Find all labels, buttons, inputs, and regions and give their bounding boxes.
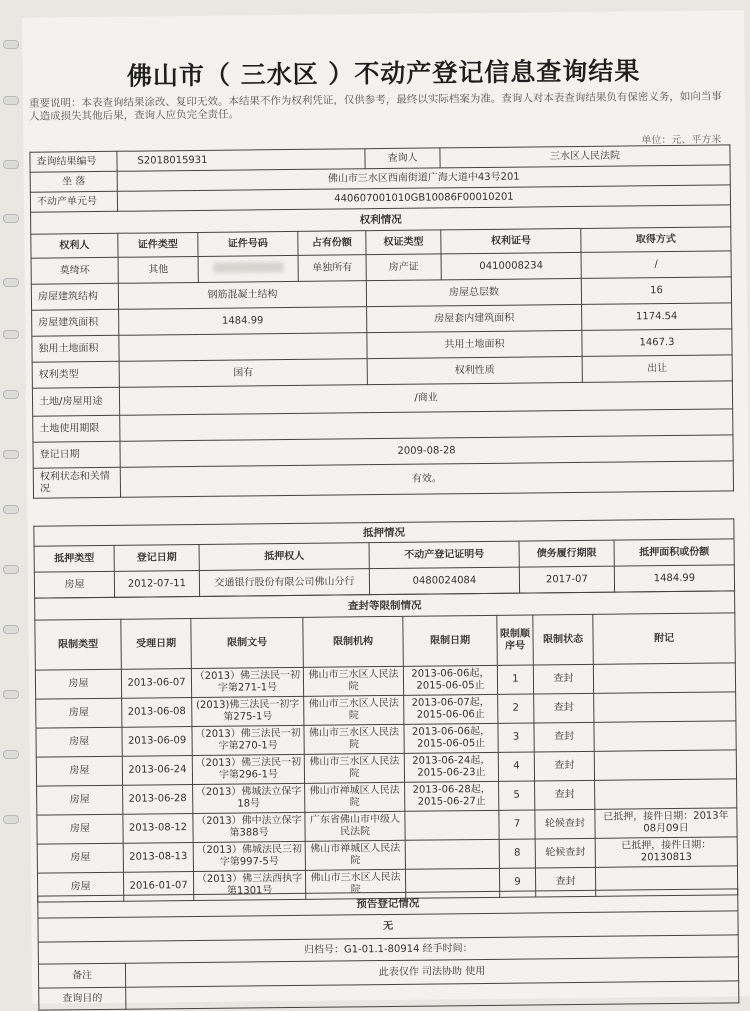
seizure-org: 佛山市三水区人民法院 [304,695,404,725]
mortgage-cert: 0480024084 [369,567,519,595]
seizure-doc: （2013）佛三法民一初字第270-1号 [192,725,304,755]
rights-id-type: 其他 [118,256,198,283]
seizure-type: 房屋 [36,756,122,786]
rights-section-title: 权利情况 [31,205,731,234]
seizure-status: 查封 [534,751,594,781]
seizure-type: 房屋 [36,727,122,757]
seizure-org: 佛山市三水区人民法院 [305,869,405,899]
seizure-doc: （2013）佛城法立保字18号 [193,783,305,813]
seizure-note [593,663,735,693]
rights-col-id-type: 证件类型 [118,232,198,257]
seizure-org: 佛山市禅城区人民法院 [305,840,405,870]
rights-col-holder: 权利人 [31,233,118,258]
seizure-col: 限制日期 [403,615,498,666]
rights-holder: 莫绮环 [31,257,118,284]
remark-label: 备注 [38,963,125,988]
seizure-seq: 8 [499,839,535,868]
rights-cert-no: 0410008234 [441,252,581,279]
single-label: 土地/房屋用途 [32,387,119,416]
seizure-org: 佛山市三水区人民法院 [304,753,404,783]
pre-reg-section-title: 预告登记情况 [38,889,738,918]
detail-value: 出让 [582,355,732,383]
document-page [22,10,750,1004]
pre-reg-value: 无 [38,911,738,942]
seizure-status: 查封 [535,867,595,897]
seizure-section-title: 查封等限制情况 [35,591,735,620]
page-title: 佛山市（ 三水区 ）不动产登记信息查询结果 [126,56,641,91]
seizure-doc: （2013）佛城法民三初字第997-5号 [193,841,305,871]
seizure-table [34,590,738,902]
seizure-type: 房屋 [37,872,123,902]
querier-value: 三水区人民法院 [440,145,730,168]
detail-label: 房屋套内建筑面积 [367,304,582,332]
seizure-date: 2013-08-13 [123,843,193,873]
remark-value: 此表仅作 司法协助 使用 [125,957,738,987]
unit-no-label: 不动产单元号 [30,191,117,212]
unit-no-value: 440607001010GB10086F00010201 [117,185,730,211]
mortgage-col: 抵押面积或份额 [614,539,734,566]
seizure-date: 2013-06-09 [122,727,192,757]
detail-label: 独用土地面积 [32,335,119,362]
rights-col-cert-type: 权证类型 [366,230,441,255]
detail-value: 国有 [119,359,367,388]
seizure-doc: （2013）佛中法立保字第388号 [193,812,305,842]
mortgage-term: 2017-07 [519,566,614,593]
seizure-col: 限制状态 [533,614,594,665]
seizure-date: 2013-06-07 [121,669,191,699]
mortgage-date: 2012-07-11 [114,570,199,597]
seizure-seq: 9 [499,868,535,897]
mortgage-type: 房屋 [34,571,114,598]
seizure-note: 已抵押，接件日期：2013年08月09日 [595,808,737,838]
seizure-date: 2013-06-24 [122,756,192,786]
seizure-status: 查封 [535,780,595,810]
query-no-label: 查询结果编号 [30,151,117,172]
seizure-note: 已抵押，接件日期：20130813 [595,837,737,867]
seizure-col: 受理日期 [121,619,192,670]
detail-label: 房屋建筑结构 [31,283,118,310]
detail-value: 1484.99 [119,307,367,336]
seizure-date: 2013-06-28 [123,785,193,815]
location-value: 佛山市三水区西南街道广海大道中43号201 [117,165,730,191]
seizure-col: 限制机构 [303,616,404,667]
mortgage-area: 1484.99 [614,565,734,592]
seizure-doc: （2013）佛三法民一初字第271-1号 [191,667,303,697]
seizure-col: 附记 [593,613,736,664]
seizure-type: 房屋 [37,785,123,815]
seizure-doc: （2013）佛三法西执字第1301号 [193,870,305,900]
mortgage-col: 债务履行期限 [519,540,614,567]
seizure-period [405,810,499,840]
seizure-doc: (2013)佛三法民一初字第275-1号 [192,696,304,726]
query-no-value: S2018015931 [117,149,365,172]
detail-label: 权利类型 [32,361,119,388]
detail-label: 房屋建筑面积 [32,309,119,336]
notice-text: 重要说明：本表查询结果涂改、复印无效。本结果不作为权利凭证，仅供参考，最终以实际档案为准。查询人对本表查询结果负有保密义务，如向当事人造成损失其他后果，查询人应负完全责任。 [28,90,722,123]
single-value: 2009-08-28 [120,435,733,467]
seizure-org: 广东省佛山市中级人民法院 [305,811,405,841]
rights-cert-type: 房产证 [366,254,441,281]
seizure-status: 查封 [534,693,594,723]
seizure-status: 查封 [533,664,593,694]
seizure-seq: 3 [498,723,534,752]
footer-table [37,888,739,1010]
detail-label: 权利性质 [367,356,582,384]
seizure-col: 限制文号 [191,617,304,668]
mortgage-col: 抵押权人 [199,543,369,571]
seizure-doc: （2013）佛三法民一初字第296-1号 [192,754,304,784]
binder-holes [0,0,22,1000]
single-value: 有效。 [120,461,733,497]
detail-label: 房屋总层数 [366,278,581,306]
mortgage-col: 登记日期 [114,544,199,571]
seizure-type: 房屋 [37,814,123,844]
seizure-note [594,721,736,751]
seizure-seq: 1 [497,665,533,694]
seizure-date: 2016-01-07 [123,872,193,902]
seizure-date: 2013-08-12 [123,814,193,844]
rights-acquire: / [581,251,731,279]
location-label: 坐 落 [30,171,117,192]
detail-value: 1174.54 [582,303,732,331]
mortgage-table [33,518,735,598]
info-table [29,144,734,498]
seizure-type: 房屋 [37,843,123,873]
seizure-org: 佛山市三水区人民法院 [303,666,403,696]
rights-col-share: 占有份额 [298,231,366,256]
purpose-label: 查询目的 [39,987,126,1010]
rights-col-acquire: 取得方式 [581,227,731,253]
detail-value: 16 [581,277,731,305]
seizure-seq: 4 [498,752,534,781]
unit-label: 单位：元、平方米 [641,134,722,147]
detail-value: 钢筋混凝土结构 [118,281,366,310]
seizure-period: 2013-06-06起，2015-06-05止 [404,723,498,753]
mortgage-col: 不动产登记证明号 [369,541,519,569]
single-label: 权利状态和关情况 [33,467,120,498]
mortgage-col: 抵押类型 [34,545,114,572]
seizure-period: 2013-06-07起，2015-06-06止 [404,694,498,724]
mortgage-section-title: 抵押情况 [34,519,734,546]
seizure-status: 轮候查封 [535,838,595,868]
rights-col-id-no: 证件号码 [198,231,298,256]
querier-label: 查询人 [365,148,440,169]
seizure-note [594,750,736,780]
detail-value [119,333,367,362]
seizure-date: 2013-06-08 [122,698,192,728]
rights-id-no-redacted [198,255,298,282]
seizure-status: 查封 [534,722,594,752]
seizure-org: 佛山市三水区人民法院 [304,724,404,754]
seizure-col: 限制类型 [35,619,122,670]
seizure-note [594,692,736,722]
single-value: /商业 [119,381,732,415]
single-label: 登记日期 [33,441,120,468]
detail-label: 共用土地面积 [367,330,582,358]
archive-no: 归档号：G1-01.1-80914 经手时间： [38,935,738,964]
single-label: 土地使用期限 [33,415,120,442]
rights-share: 单独所有 [298,255,366,282]
seizure-status: 轮候查封 [535,809,595,839]
seizure-period: 2013-06-06起，2015-06-05止 [403,665,497,695]
seizure-seq: 2 [498,694,534,723]
rights-col-cert-no: 权利证号 [441,228,581,253]
seizure-org: 佛山市禅城区人民法院 [305,782,405,812]
seizure-type: 房屋 [36,698,122,728]
seizure-col: 限制顺序号 [497,615,534,665]
seizure-seq: 5 [499,781,535,810]
mortgage-holder: 交通银行股份有限公司佛山分行 [199,569,369,597]
seizure-type: 房屋 [35,669,121,699]
detail-value: 1467.3 [582,329,732,357]
seizure-period [405,839,499,869]
seizure-seq: 7 [499,810,535,839]
seizure-period: 2013-06-24起，2015-06-23止 [404,752,498,782]
seizure-note [595,779,737,809]
seizure-period: 2013-06-28起，2015-06-27止 [405,781,499,811]
